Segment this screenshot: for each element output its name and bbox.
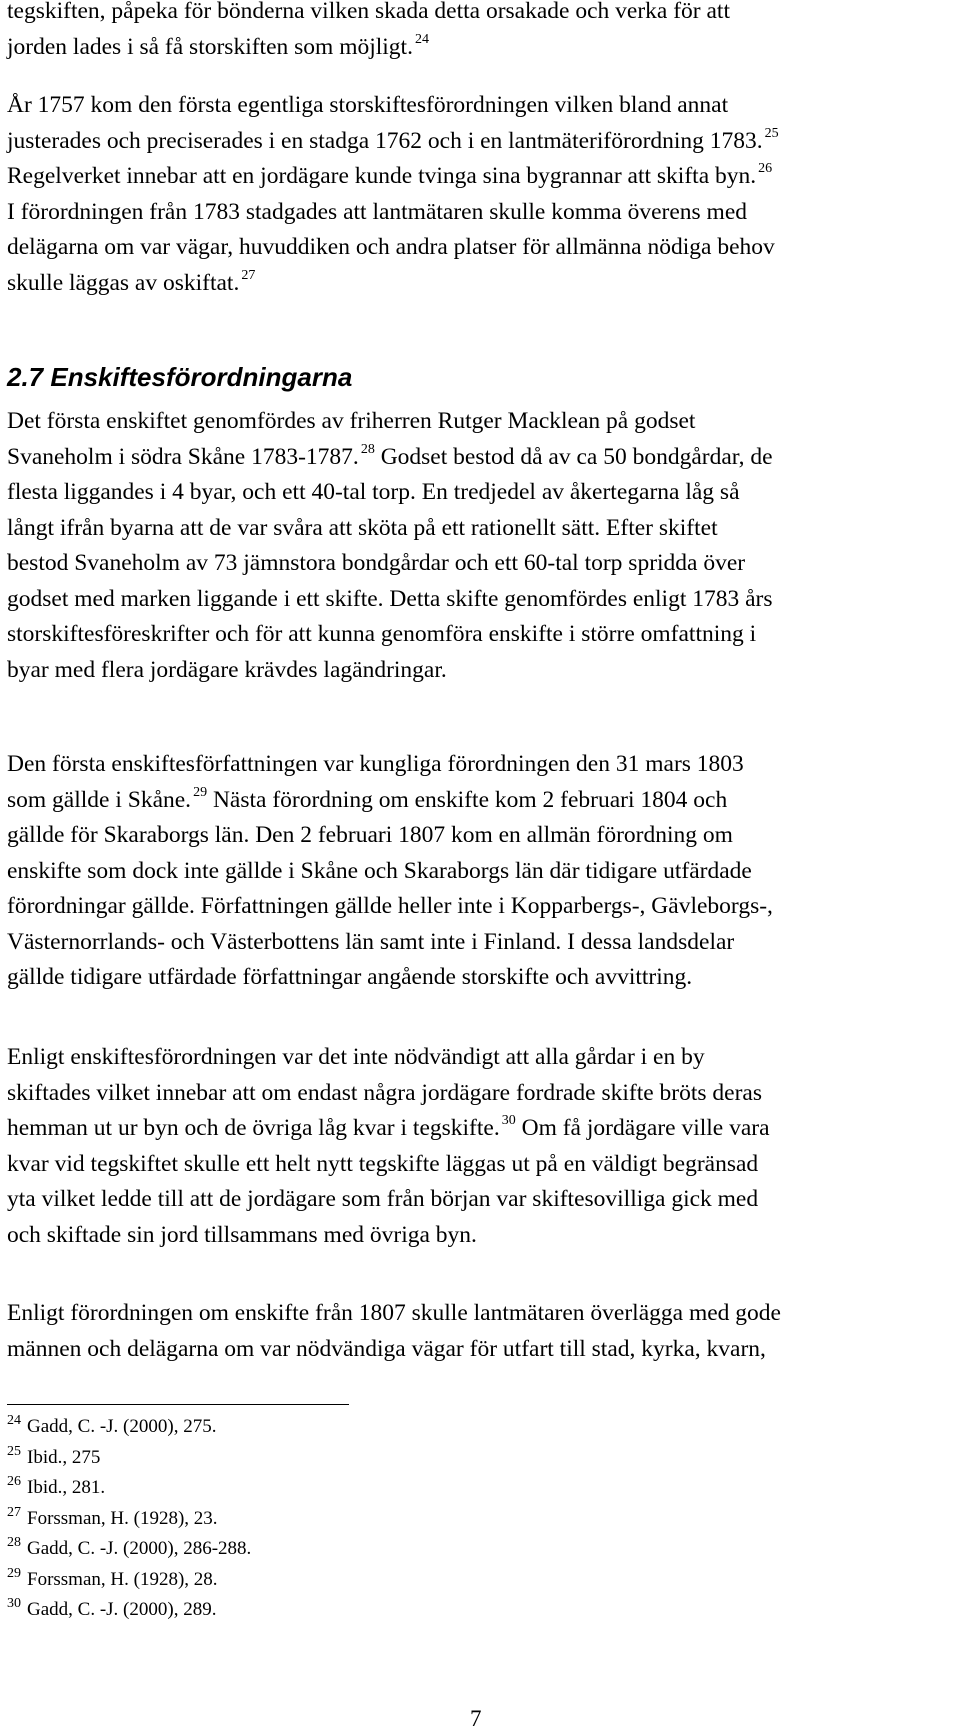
footnote-reference: 27 <box>241 267 256 283</box>
footnote <box>7 1443 251 1474</box>
line-text: Den första enskiftesförfattningen var kungliga förordningen den 31 mars 1803 <box>7 751 744 777</box>
footnote <box>7 1473 251 1504</box>
footnote-number: 26 <box>7 1474 21 1489</box>
footnote-reference: 25 <box>764 125 779 141</box>
footnote <box>7 1504 251 1535</box>
text-line <box>7 960 952 996</box>
text-line <box>7 195 952 231</box>
line-text-continued: Om få jordägare ville vara <box>515 1115 770 1141</box>
text-line <box>7 1218 952 1254</box>
text-line <box>7 925 952 961</box>
footnote-reference: 24 <box>414 31 429 47</box>
text-line <box>7 440 952 476</box>
footnote-number: 25 <box>7 1443 21 1459</box>
footnote-text: Ibid., 275 <box>27 1446 101 1468</box>
body-paragraph <box>7 88 952 301</box>
text-line <box>7 783 952 819</box>
text-line <box>7 88 952 124</box>
footnote-number: 29 <box>7 1565 21 1581</box>
footnote-number: 27 <box>7 1504 21 1520</box>
line-text: skiftades vilket innebar att om endast några jordägare fordrade skifte bröts deras <box>7 1079 762 1106</box>
text-line <box>7 124 952 160</box>
line-text: långt ifrån byarna att de var svåra att sköta på ett rationellt sätt. Efter skiftet <box>7 514 718 541</box>
line-text-continued: Godset bestod då av ca 50 bondgårdar, de <box>374 443 773 470</box>
text-line <box>7 1296 952 1332</box>
line-text: förordningar gällde. Författningen gällde heller inte i Kopparbergs-, Gävleborgs-, <box>7 893 773 919</box>
text-line <box>7 1111 952 1147</box>
text-line <box>7 511 952 547</box>
body-paragraph <box>7 1040 952 1253</box>
footnote-text: Gadd, C. -J. (2000), 275. <box>27 1416 217 1437</box>
body-paragraph <box>7 404 952 688</box>
text-line <box>7 0 952 30</box>
footnote-reference: 28 <box>360 441 375 457</box>
footnote <box>7 1412 251 1443</box>
line-text: gällde tidigare utfärdade författningar angående storskifte och avvittring. <box>7 964 693 990</box>
line-text: männen och delägarna om var nödvändiga vägar för utfart till stad, kyrka, kvarn, <box>7 1335 766 1362</box>
footnote-list <box>7 1412 251 1626</box>
footnote <box>7 1565 251 1596</box>
line-text: yta vilket ledde till att de jordägare som från början var skiftesovilliga gick med <box>7 1186 759 1212</box>
text-line <box>7 1076 952 1112</box>
line-text: bestod Svaneholm av 73 jämnstora bondgårdar och ett 60-tal torp spridda över <box>7 550 746 576</box>
text-line <box>7 889 952 925</box>
section-heading: 2.7 Enskiftesförordningarna <box>7 362 353 392</box>
footnote-text: Forssman, H. (1928), 28. <box>27 1568 218 1590</box>
body-paragraph <box>7 1296 952 1367</box>
line-text: Västernorrlands- och Västerbottens län samt inte i Finland. I dessa landsdelar <box>7 928 735 955</box>
footnote-separator <box>7 1404 349 1405</box>
footnote <box>7 1534 251 1565</box>
line-text: År 1757 kom den första egentliga storskiftesförordningen vilken bland annat <box>7 92 729 118</box>
line-text: justerades och preciserades i en stadga 1762 och i en lantmäteriförordning 1783. <box>7 127 763 154</box>
line-text: gällde för Skaraborgs län. Den 2 februari 1807 kom en allmän förordning om <box>7 822 733 848</box>
text-line <box>7 546 952 582</box>
text-line <box>7 230 952 266</box>
text-line <box>7 475 952 511</box>
body-paragraph <box>7 0 952 65</box>
line-text: Svaneholm i södra Skåne 1783-1787. <box>7 443 359 470</box>
footnote-text: Gadd, C. -J. (2000), 289. <box>27 1599 217 1620</box>
text-line <box>7 404 952 440</box>
text-line <box>7 582 952 618</box>
line-text: skulle läggas av oskiftat. <box>7 269 240 296</box>
line-text: Enligt förordningen om enskifte från 1807 skulle lantmätaren överlägga med gode <box>7 1300 781 1326</box>
line-text: Det första enskiftet genomfördes av friherren Rutger Macklean på godset <box>7 408 696 434</box>
footnote-number: 30 <box>7 1596 21 1611</box>
line-text: jorden lades i så få storskiften som möjligt. <box>7 33 413 60</box>
line-text: godset med marken liggande i ett skifte. Detta skifte genomfördes enligt 1783 års <box>7 585 773 612</box>
text-line <box>7 747 952 783</box>
line-text: och skiftade sin jord tillsammans med övriga byn. <box>7 1221 477 1248</box>
footnote-text: Ibid., 281. <box>27 1477 106 1498</box>
footnote <box>7 1595 251 1626</box>
text-line <box>7 1040 952 1076</box>
text-line <box>7 1147 952 1183</box>
footnote-number: 28 <box>7 1535 21 1550</box>
line-text: byar med flera jordägare krävdes lagändringar. <box>7 656 447 683</box>
text-line <box>7 266 952 302</box>
text-line <box>7 1182 952 1218</box>
body-paragraph <box>7 747 952 996</box>
line-text: Enligt enskiftesförordningen var det inte nödvändigt att alla gårdar i en by <box>7 1044 705 1070</box>
text-line <box>7 1332 952 1368</box>
footnote-text: Forssman, H. (1928), 23. <box>27 1507 218 1529</box>
text-line <box>7 653 952 689</box>
line-text: storskiftesföreskrifter och för att kunna genomföra enskifte i större omfattning i <box>7 621 757 647</box>
line-text: tegskiften, påpeka för bönderna vilken skada detta orsakade och verka för att <box>7 0 730 24</box>
line-text: flesta liggandes i 4 byar, och ett 40-tal torp. En tredjedel av åkertegarna låg så <box>7 479 740 505</box>
line-text: enskifte som dock inte gällde i Skåne och Skaraborgs län där tidigare utfärdade <box>7 857 752 884</box>
line-text: kvar vid tegskiftet skulle ett helt nytt tegskifte läggas ut på en väldigt begränsad <box>7 1150 759 1177</box>
line-text: hemman ut ur byn och de övriga låg kvar i tegskifte. <box>7 1115 500 1141</box>
text-line <box>7 818 952 854</box>
footnote-reference: 30 <box>501 1113 516 1128</box>
text-line <box>7 617 952 653</box>
footnote-reference: 29 <box>193 784 208 800</box>
footnote-number: 24 <box>7 1413 21 1428</box>
footnote-text: Gadd, C. -J. (2000), 286-288. <box>27 1538 252 1559</box>
text-line <box>7 854 952 890</box>
line-text: delägarna om var vägar, huvuddiken och andra platser för allmänna nödiga behov <box>7 234 775 260</box>
text-line <box>7 159 952 195</box>
line-text: Regelverket innebar att en jordägare kunde tvinga sina bygrannar att skifta byn. <box>7 163 757 189</box>
line-text: som gällde i Skåne. <box>7 786 192 813</box>
footnote-reference: 26 <box>758 161 773 176</box>
line-text-continued: Nästa förordning om enskifte kom 2 februari 1804 och <box>207 786 728 813</box>
text-line <box>7 30 952 66</box>
page-number: 7 <box>470 1706 482 1731</box>
line-text: I förordningen från 1783 stadgades att lantmätaren skulle komma överens med <box>7 198 748 225</box>
